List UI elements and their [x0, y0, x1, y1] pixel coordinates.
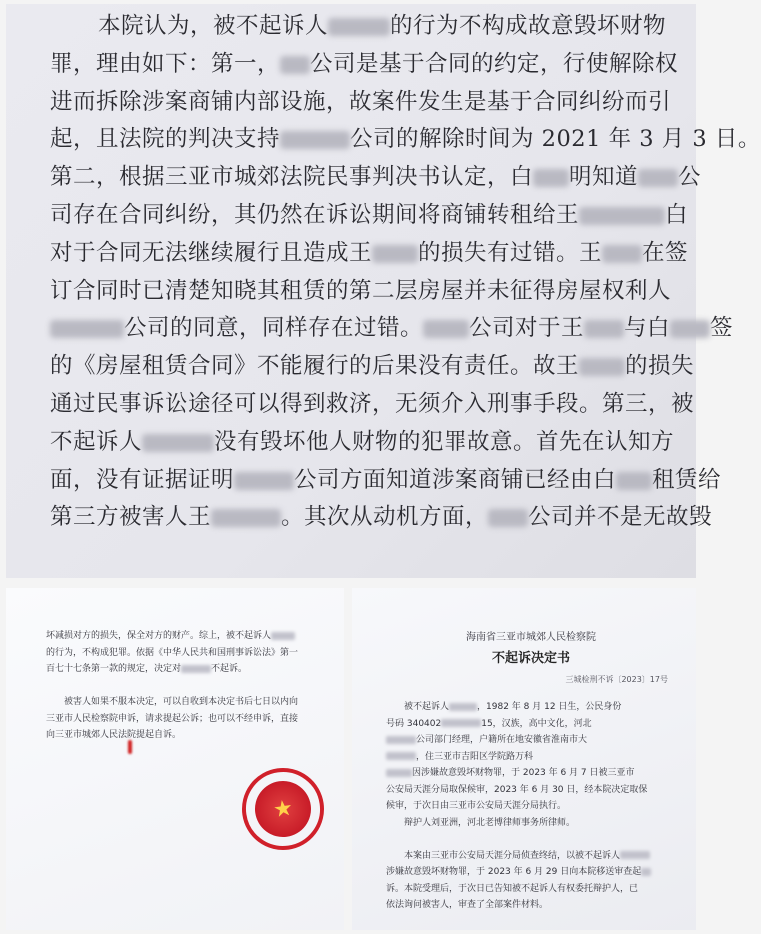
document-line [50, 424, 675, 462]
redacted-name [280, 131, 350, 149]
redacted-name [234, 472, 294, 490]
line-text: 起，且法院的判决支持 [50, 126, 281, 153]
document-number: 三城检刑不诉〔2023〕17号 [565, 675, 668, 684]
seal-star-icon: ★ [271, 795, 295, 823]
line-text: 白 [665, 201, 689, 228]
document-issuer: 海南省三亚市城郊人民检察院 [466, 632, 596, 643]
document-line [50, 462, 722, 500]
redacted-name [328, 18, 390, 36]
document-line [46, 711, 326, 728]
document-line [386, 848, 676, 865]
document-line [386, 815, 676, 832]
line-text: 签 [710, 315, 734, 342]
line-text: 的损失 [625, 353, 695, 380]
line-text: 订合同时已清楚知晓其租赁的第二层房屋并未征得房屋权利人 [50, 277, 672, 304]
line-text: 与白 [624, 315, 671, 342]
document-line [50, 273, 672, 311]
line-text: 被害人如果不服本决定，可以自收到本决定书后七日以内向 [64, 697, 299, 707]
redacted-name [441, 719, 481, 727]
line-text: 的损失有过错。王 [418, 239, 603, 266]
line-text: 公司对于王 [469, 315, 585, 342]
line-text: 罪，理由如下：第一， [50, 50, 281, 77]
document-line [50, 197, 689, 235]
redacted-name [386, 769, 412, 777]
line-text: 对于合同无法继续履行且造成王 [50, 239, 373, 266]
document-line [386, 798, 676, 815]
line-text: 通过民事诉讼途径可以得到救济，无须介入刑事手段。第三，被 [50, 390, 695, 417]
document-line [386, 897, 676, 914]
line-text: 不起诉。 [211, 664, 248, 674]
document-line [50, 499, 713, 537]
line-text: 公司是基于合同的约定，行使解除权 [310, 50, 679, 77]
document-line [50, 310, 734, 348]
document-line [50, 8, 667, 46]
redacted-name [181, 665, 211, 673]
line-text: 在签 [642, 239, 689, 266]
line-text: 向三亚市城郊人民法院提起自诉。 [46, 730, 182, 740]
line-text: 本院认为，被不起诉人 [98, 13, 329, 39]
line-text: 公司部门经理，户籍所在地安徽省淮南市大 [416, 735, 588, 745]
line-text: 公司的解除时间为 2021 年 3 月 3 日。 [350, 126, 761, 153]
line-text: 诉。本院受理后，于次日已告知被不起诉人有权委托辩护人，已 [386, 883, 639, 894]
document-line [386, 716, 676, 733]
line-text: 公安局天涯分局取保候审，2023 年 6 月 30 日，经本院决定取保 [386, 784, 648, 795]
line-text: 的行为，不构成犯罪。依据《中华人民共和国刑事诉讼法》第一 [46, 647, 299, 658]
redacted-name [50, 320, 124, 338]
line-text: 三亚市人民检察院申诉，请求提起公诉；也可以不经申诉，直接 [46, 713, 299, 724]
redacted-name [488, 509, 528, 527]
line-text: 的行为不构成故意毁坏财物 [390, 13, 667, 39]
document-line [46, 678, 326, 695]
official-seal [237, 763, 330, 856]
document-line [46, 645, 326, 662]
line-text: 涉嫌故意毁坏财物罪，于 2023 年 6 月 29 日向本院移送审查起 [386, 867, 642, 877]
document-line [50, 46, 679, 84]
document-line [50, 159, 702, 197]
line-text: 辩护人刘亚洲，河北老博律师事务所律师。 [404, 817, 576, 828]
redacted-name [602, 245, 642, 263]
line-text: 租赁给 [652, 466, 722, 493]
line-text: ，1982 年 8 月 12 日生，公民身份 [477, 702, 622, 712]
document-line [50, 235, 689, 273]
line-text: 因涉嫌故意毁坏财物罪，于 2023 年 6 月 7 日被三亚市 [412, 768, 635, 778]
redacted-name [620, 851, 650, 859]
red-ink-mark [128, 740, 132, 754]
redacted-name [211, 509, 281, 527]
document-title: 不起诉决定书 [491, 651, 570, 666]
line-text: 。其次从动机方面， [281, 504, 489, 531]
line-text: 公司方面知道涉案商铺已经由白 [294, 466, 617, 493]
line-text: 公司并不是无故毁 [528, 504, 713, 531]
redacted-name [638, 169, 678, 187]
document-line [386, 881, 676, 898]
line-text: 坏减损对方的损失，保全对方的财产。综上，被不起诉人 [46, 631, 272, 641]
document-line [386, 749, 676, 766]
document-line [386, 699, 676, 716]
redacted-name [670, 320, 710, 338]
redacted-name [641, 868, 651, 876]
line-text: 依法询问被害人，审查了全部案件材料。 [386, 900, 549, 910]
line-text: ，住三亚市吉阳区学院路万科 [416, 751, 534, 762]
line-text: 司存在合同纠纷，其仍然在诉讼期间将商铺转租给王 [50, 201, 580, 228]
document-line [50, 348, 695, 386]
bottom-left-document-page [6, 588, 344, 930]
redacted-name [584, 320, 624, 338]
redacted-name [449, 703, 477, 711]
line-text: 面，没有证据证明 [50, 466, 235, 493]
line-text: 公 [678, 164, 702, 191]
document-line [386, 732, 676, 749]
redacted-name [372, 245, 418, 263]
line-text: 百七十七条第一款的规定，决定对 [46, 664, 182, 674]
document-line [50, 121, 761, 159]
line-text: 第二，根据三亚市城郊法院民事判决书认定，白 [50, 164, 534, 191]
document-line [46, 727, 326, 744]
top-document-page [6, 4, 761, 578]
line-text: 公司的同意，同样存在过错。 [124, 315, 424, 342]
line-text: 候审，于次日由三亚市公安局天涯分局执行。 [386, 801, 567, 811]
line-text: 没有毁坏他人财物的犯罪故意。首先在认知方 [214, 428, 675, 455]
document-line [386, 831, 676, 848]
redacted-name [142, 434, 214, 452]
redacted-name [386, 736, 416, 744]
bottom-right-document-page [352, 588, 696, 930]
line-text: 号码 340402 [386, 718, 442, 729]
line-text: 本案由三亚市公安局天涯分局侦查终结，以被不起诉人 [404, 850, 621, 861]
line-text: 明知道 [569, 164, 639, 191]
document-line [386, 864, 676, 881]
line-text: 被不起诉人 [404, 702, 450, 712]
document-line [46, 628, 326, 645]
document-line [50, 84, 672, 122]
line-text: 15，汉族，高中文化，河北 [481, 718, 592, 729]
line-text: 的《房屋租赁合同》不能履行的后果没有责任。故王 [50, 353, 580, 380]
redacted-name [271, 632, 295, 640]
document-line [50, 386, 695, 424]
document-line [386, 765, 676, 782]
line-text: 第三方被害人王 [50, 504, 212, 531]
line-text: 进而拆除涉案商铺内部设施，故案件发生是基于合同纠纷而引 [50, 88, 672, 115]
document-line [46, 661, 326, 678]
redacted-name [579, 358, 625, 376]
redacted-name [280, 56, 310, 74]
redacted-name [423, 320, 469, 338]
document-line [386, 782, 676, 799]
document-line [46, 694, 326, 711]
redacted-name [616, 472, 652, 490]
line-text: 不起诉人 [50, 428, 143, 455]
redacted-name [579, 207, 665, 225]
redacted-name [533, 169, 569, 187]
redacted-name [386, 752, 416, 760]
